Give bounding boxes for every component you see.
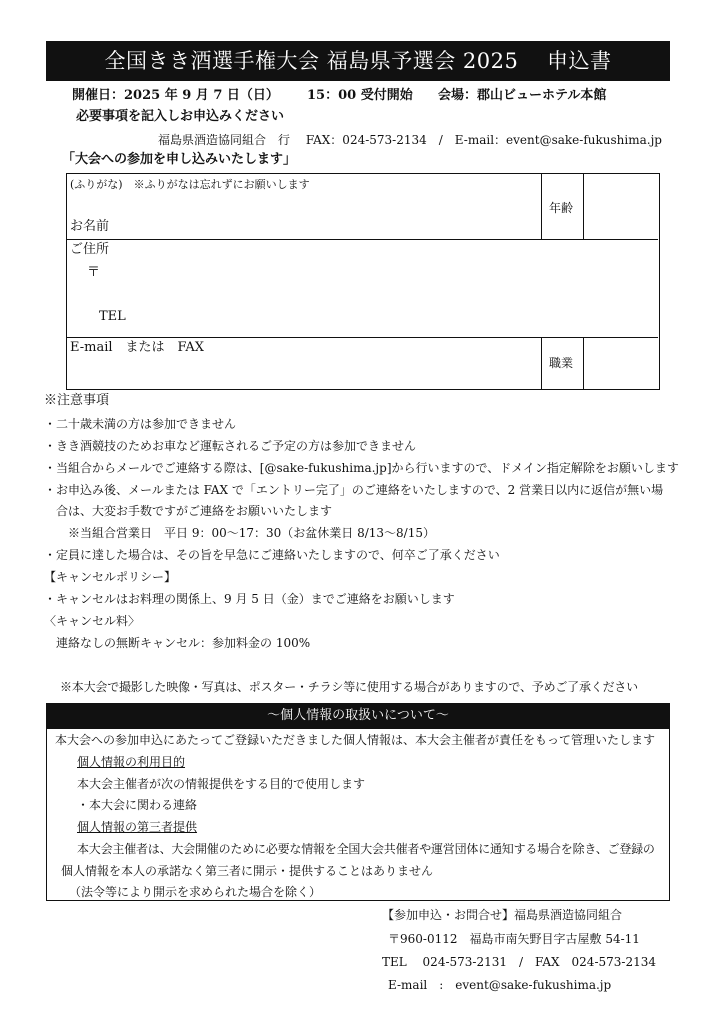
- cancel-fee-text: 連絡なしの無断キャンセル：参加料金の 100%: [56, 636, 311, 650]
- purpose-item: ・本大会に関わる連絡: [77, 798, 198, 812]
- contact-email: E-mail : event@sake-fukushima.jp: [388, 978, 612, 992]
- third-party-text: 本大会主催者は、大会開催のために必要な情報を全国大会共催者や運営団体に通知する場合を除き、ご登録の: [77, 842, 655, 856]
- occupation-label: 職業: [549, 356, 574, 370]
- contact-address: 〒960-0112 福島市南矢野目字古屋敷 54-11: [388, 932, 640, 946]
- address-field[interactable]: [107, 260, 647, 300]
- address-label: ご住所: [70, 242, 110, 257]
- event-time: 15：00 受付開始: [307, 88, 413, 103]
- contact-heading: 【参加申込・お問合せ】福島県酒造協同組合: [382, 908, 623, 922]
- privacy-box: [46, 729, 670, 901]
- email-fax-field[interactable]: [70, 357, 536, 387]
- furigana-label: (ふりがな) ※ふりがなは忘れずにお願いします: [70, 178, 310, 191]
- note-item: ・お申込み後、メールまたは FAX で「エントリー完了」のご連絡をいたしますので、2 営業日以内に返信が無い場: [44, 483, 664, 497]
- tel-field[interactable]: [137, 304, 647, 332]
- purpose-text: 本大会主催者が次の情報提供をする目的で使用します: [77, 777, 366, 791]
- notes-heading: ※注意事項: [44, 393, 110, 408]
- media-notice: ※本大会で撮影した映像・写真は、ポスター・チラシ等に使用する場合がありますので、予めご了承ください: [60, 680, 638, 694]
- application-form: [66, 173, 660, 390]
- purpose-heading: 個人情報の利用目的: [77, 755, 186, 769]
- privacy-intro: 本大会への参加申込にあたってご登録いただきました個人情報は、本大会主催者が責任をもって管理いたします: [55, 733, 656, 747]
- note-item: ・きき酒競技のためお車など運転されるご予定の方は参加できません: [44, 439, 417, 453]
- event-venue: 会場：郡山ビューホテル本館: [438, 88, 607, 103]
- occupation-field[interactable]: [586, 340, 656, 386]
- page-title: 全国きき酒選手権大会 福島県予選会 2025 申込書: [46, 41, 670, 81]
- note-item: 合は、大変お手数ですがご連絡をお願いいたします: [44, 504, 333, 518]
- apply-statement: 「大会への参加を申し込みいたします」: [62, 152, 297, 167]
- cancel-fee-heading: 〈キャンセル料〉: [44, 614, 141, 628]
- name-label: お名前: [70, 219, 110, 234]
- third-party-text: 個人情報を本人の承諾なく第三者に開示・提供することはありません: [61, 864, 434, 878]
- cancel-policy-heading: 【キャンセルポリシー】: [44, 570, 177, 584]
- email-fax-label: E-mail または FAX: [70, 340, 205, 355]
- destination-line: 福島県酒造協同組合 行 FAX：024-573-2134 / E-mail：event@sake-fukushima.jp: [158, 133, 662, 147]
- note-item: ・二十歳未満の方は参加できません: [44, 417, 237, 431]
- business-hours-note: ※当組合営業日 平日 9：00～17：30（お盆休業日 8/13～8/15）: [68, 526, 435, 540]
- note-item: ・当組合からメールでご連絡する際は、[@sake-fukushima.jp]から行いますので、ドメイン指定解除をお願いします: [44, 461, 679, 475]
- postal-mark: 〒: [87, 265, 101, 280]
- contact-tel-fax: TEL 024-573-2131 / FAX 024-573-2134: [382, 955, 656, 969]
- name-field[interactable]: [73, 192, 535, 236]
- privacy-heading: ～個人情報の取扱いについて～: [46, 703, 670, 729]
- age-field[interactable]: [586, 176, 656, 236]
- cancel-policy-text: ・キャンセルはお料理の関係上、9 月 5 日（金）までご連絡をお願いします: [44, 592, 455, 606]
- age-label: 年齢: [549, 201, 574, 215]
- tel-label: TEL: [99, 309, 126, 324]
- third-party-heading: 個人情報の第三者提供: [77, 820, 198, 834]
- note-item: ・定員に達した場合は、その旨を早急にご連絡いたしますので、何卒ご了承ください: [44, 548, 500, 562]
- instruction-text: 必要事項を記入しお申込みください: [76, 109, 285, 124]
- third-party-exception: （法令等により開示を求められた場合を除く）: [69, 885, 322, 899]
- event-date: 開催日：2025 年 9 月 7 日（日）: [72, 88, 279, 103]
